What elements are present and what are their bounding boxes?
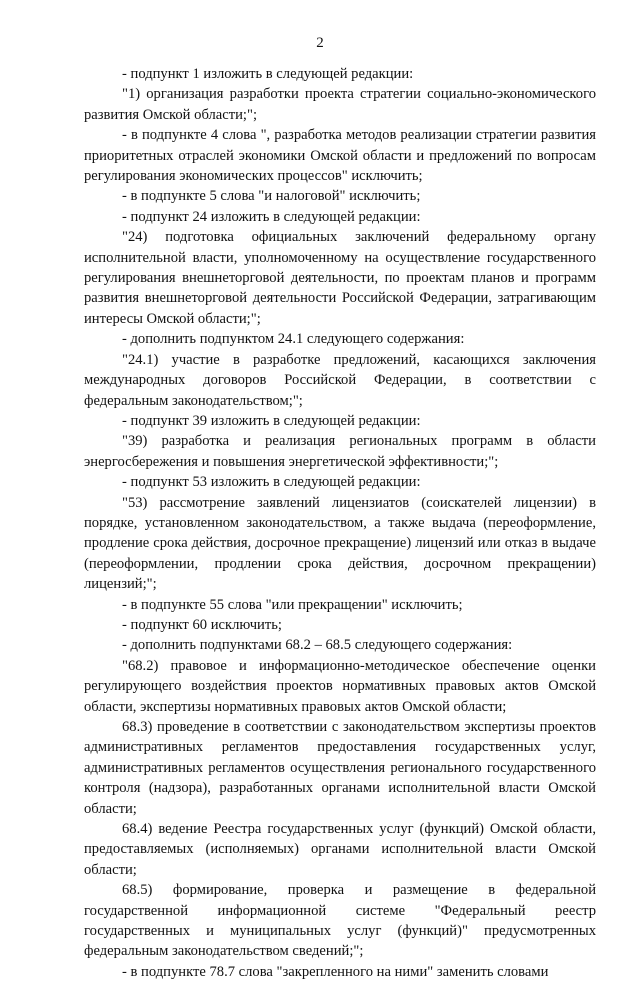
paragraph: - в подпункте 78.7 слова "закрепленного на ними" заменить словами <box>122 963 549 980</box>
document-body <box>84 64 596 982</box>
paragraph: - в подпункте 4 слова ", разработка методов реализации стратегии развития приоритетных отраслей экономики Омской области и предложений по вопросам регулирования экономических процессов" исключить; <box>84 127 596 185</box>
paragraph: - подпункт 39 изложить в следующей редакции: <box>122 412 421 429</box>
page-number: 2 <box>316 35 324 51</box>
paragraph: - подпункт 60 исключить; <box>122 616 282 633</box>
paragraph: 68.4) ведение Реестра государственных услуг (функций) Омской области, предоставляемых (исполняемых) органами исполнительной власти Омской области; <box>84 821 596 878</box>
paragraph: "39) разработка и реализация региональных программ в области энергосбережения и повышения энергетической эффективности;"; <box>84 433 596 470</box>
paragraph: "24) подготовка официальных заключений федеральному органу исполнительной власти, уполномоченному на осуществление государственного регулирования внешнеторговой деятельности, по проектам планов и программ развития внешнеторговой деятельности Российской Федерации, затрагивающим интересы Омской области;"; <box>84 229 596 327</box>
paragraph: - дополнить подпунктами 68.2 – 68.5 следующего содержания: <box>122 637 513 654</box>
paragraph: - дополнить подпунктом 24.1 следующего содержания: <box>122 331 465 348</box>
paragraph: - подпункт 24 изложить в следующей редакции: <box>122 208 421 225</box>
paragraph: "53) рассмотрение заявлений лицензиатов (соискателей лицензии) в порядке, установленном законодательством, а также выдача (переоформление, продление срока действия, досрочное прекращение) лицензий или отказ в выдаче (переоформлении, продлении срока действия, досрочном прекращении) лицензий;"; <box>84 494 596 593</box>
paragraph: "1) организация разработки проекта стратегии социально-экономического развития Омской области;"; <box>84 86 596 123</box>
paragraph: - в подпункте 5 слова "и налоговой" исключить; <box>122 188 421 205</box>
paragraph: - подпункт 53 изложить в следующей редакции: <box>122 474 421 491</box>
paragraph: "68.2) правовое и информационно-методическое обеспечение оценки регулирующего воздействия проектов нормативных правовых актов Омской области, экспертизы нормативных правовых актов Омской области; <box>84 657 596 715</box>
paragraph: 68.5) формирование, проверка и размещение в федеральной государственной информационной системе "Федеральный реестр государственных и муниципальных услуг (функций)" предусмотренных федеральным законодательством сведений;"; <box>84 882 596 960</box>
paragraph: - подпункт 1 изложить в следующей редакции: <box>122 66 414 82</box>
paragraph: 68.3) проведение в соответствии с законодательством экспертизы проектов административных регламентов предоставления государственных услуг, административных регламентов осуществления регионального государственного контроля (надзора), разработанных органами исполнительной власти Омской области; <box>84 719 596 817</box>
paragraph: - в подпункте 55 слова "или прекращении" исключить; <box>122 596 463 613</box>
paragraph: "24.1) участие в разработке предложений, касающихся заключения международных договоров Российской Федерации, в соответствии с федеральным законодательством;"; <box>84 351 596 409</box>
